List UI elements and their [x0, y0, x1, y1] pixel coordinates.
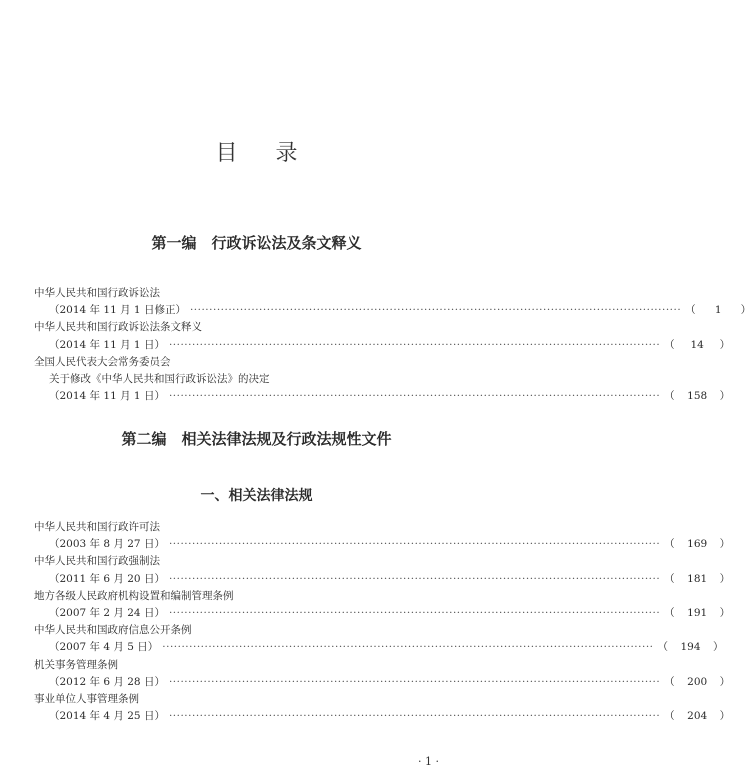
page-ref-number: 1 [714, 304, 722, 317]
page-ref: （ 1 ） [685, 302, 751, 319]
entry-date: （2012 年 6 月 28 日） [49, 675, 165, 688]
page-ref: （ 204 ） [664, 708, 730, 725]
entry-date: （2014 年 11 月 1 日修正） [49, 304, 186, 317]
dot-leader: ································································································································ [162, 641, 654, 654]
page-ref-number: 200 [687, 675, 708, 688]
section1-entry-list [34, 519, 731, 725]
dot-leader: ································································································································ [168, 606, 661, 619]
section-heading: 一、相关法律法规 [200, 488, 313, 504]
part1-entry-list [34, 285, 751, 405]
toc-title: 目录 [215, 141, 336, 166]
entry-date: （2003 年 8 月 27 日） [49, 538, 165, 551]
page-ref: （ 169 ） [664, 536, 730, 553]
entry-date-line[interactable] [34, 388, 731, 405]
entry-title[interactable]: 中华人民共和国行政许可法 [34, 521, 160, 533]
dot-leader: ································································································································ [168, 572, 661, 585]
entry-title[interactable]: 中华人民共和国行政诉讼法 [34, 287, 160, 299]
entry-date: （2007 年 4 月 5 日） [49, 641, 159, 654]
entry-title[interactable]: 事业单位人事管理条例 [34, 692, 139, 705]
entry-title[interactable]: 中华人民共和国行政强制法 [34, 555, 160, 568]
page-number: · 1 · [418, 755, 439, 768]
page-ref-number: 194 [680, 641, 701, 654]
entry-date-line[interactable] [34, 302, 751, 319]
page-ref-number: 181 [687, 572, 708, 585]
entry-date: （2014 年 4 月 25 日） [49, 710, 165, 723]
dot-leader: ································································································································ [168, 338, 661, 351]
page-ref-number: 158 [687, 390, 708, 403]
entry-date-line[interactable] [34, 708, 731, 725]
entry-date: （2011 年 6 月 20 日） [49, 572, 165, 585]
page-ref: （ 194 ） [658, 639, 724, 656]
page-ref: （ 14 ） [664, 337, 730, 354]
entry-title[interactable]: 地方各级人民政府机构设置和编制管理条例 [34, 589, 234, 602]
dot-leader: ································································································································ [168, 390, 661, 403]
page-ref: （ 158 ） [664, 388, 730, 405]
entry-date-line[interactable] [34, 674, 731, 691]
entry-date: （2014 年 11 月 1 日） [49, 390, 165, 403]
entry-date-line[interactable] [34, 337, 731, 354]
entry-date-line[interactable] [34, 571, 731, 588]
entry-title-cont[interactable]: 关于修改《中华人民共和国行政诉讼法》的决定 [49, 372, 270, 385]
page-ref-number: 14 [690, 338, 704, 351]
page-ref-number: 191 [687, 606, 708, 619]
entry-date-line[interactable] [34, 605, 731, 622]
entry-title[interactable]: 中华人民共和国政府信息公开条例 [34, 624, 192, 637]
page-ref: （ 191 ） [664, 605, 730, 622]
entry-date-line[interactable] [34, 536, 731, 553]
dot-leader: ································································································································ [168, 675, 661, 688]
entry-title[interactable]: 机关事务管理条例 [34, 658, 118, 671]
dot-leader: ································································································································ [168, 538, 661, 551]
entry-date: （2007 年 2 月 24 日） [49, 606, 165, 619]
entry-date: （2014 年 11 月 1 日） [49, 338, 165, 351]
page-ref-number: 169 [687, 538, 708, 551]
page-ref-number: 204 [687, 710, 708, 723]
part-heading-2: 第二编 相关法律法规及行政法规性文件 [121, 430, 392, 448]
entry-date-line[interactable] [34, 639, 724, 656]
part-heading-1: 第一编 行政诉讼法及条文释义 [151, 234, 362, 252]
entry-title[interactable]: 中华人民共和国行政诉讼法条文释义 [34, 321, 202, 334]
entry-title[interactable]: 全国人民代表大会常务委员会 [34, 355, 171, 368]
page-ref: （ 200 ） [664, 674, 730, 691]
dot-leader: ································································································································ [189, 304, 682, 317]
dot-leader: ································································································································ [168, 710, 661, 723]
page-ref: （ 181 ） [664, 571, 730, 588]
